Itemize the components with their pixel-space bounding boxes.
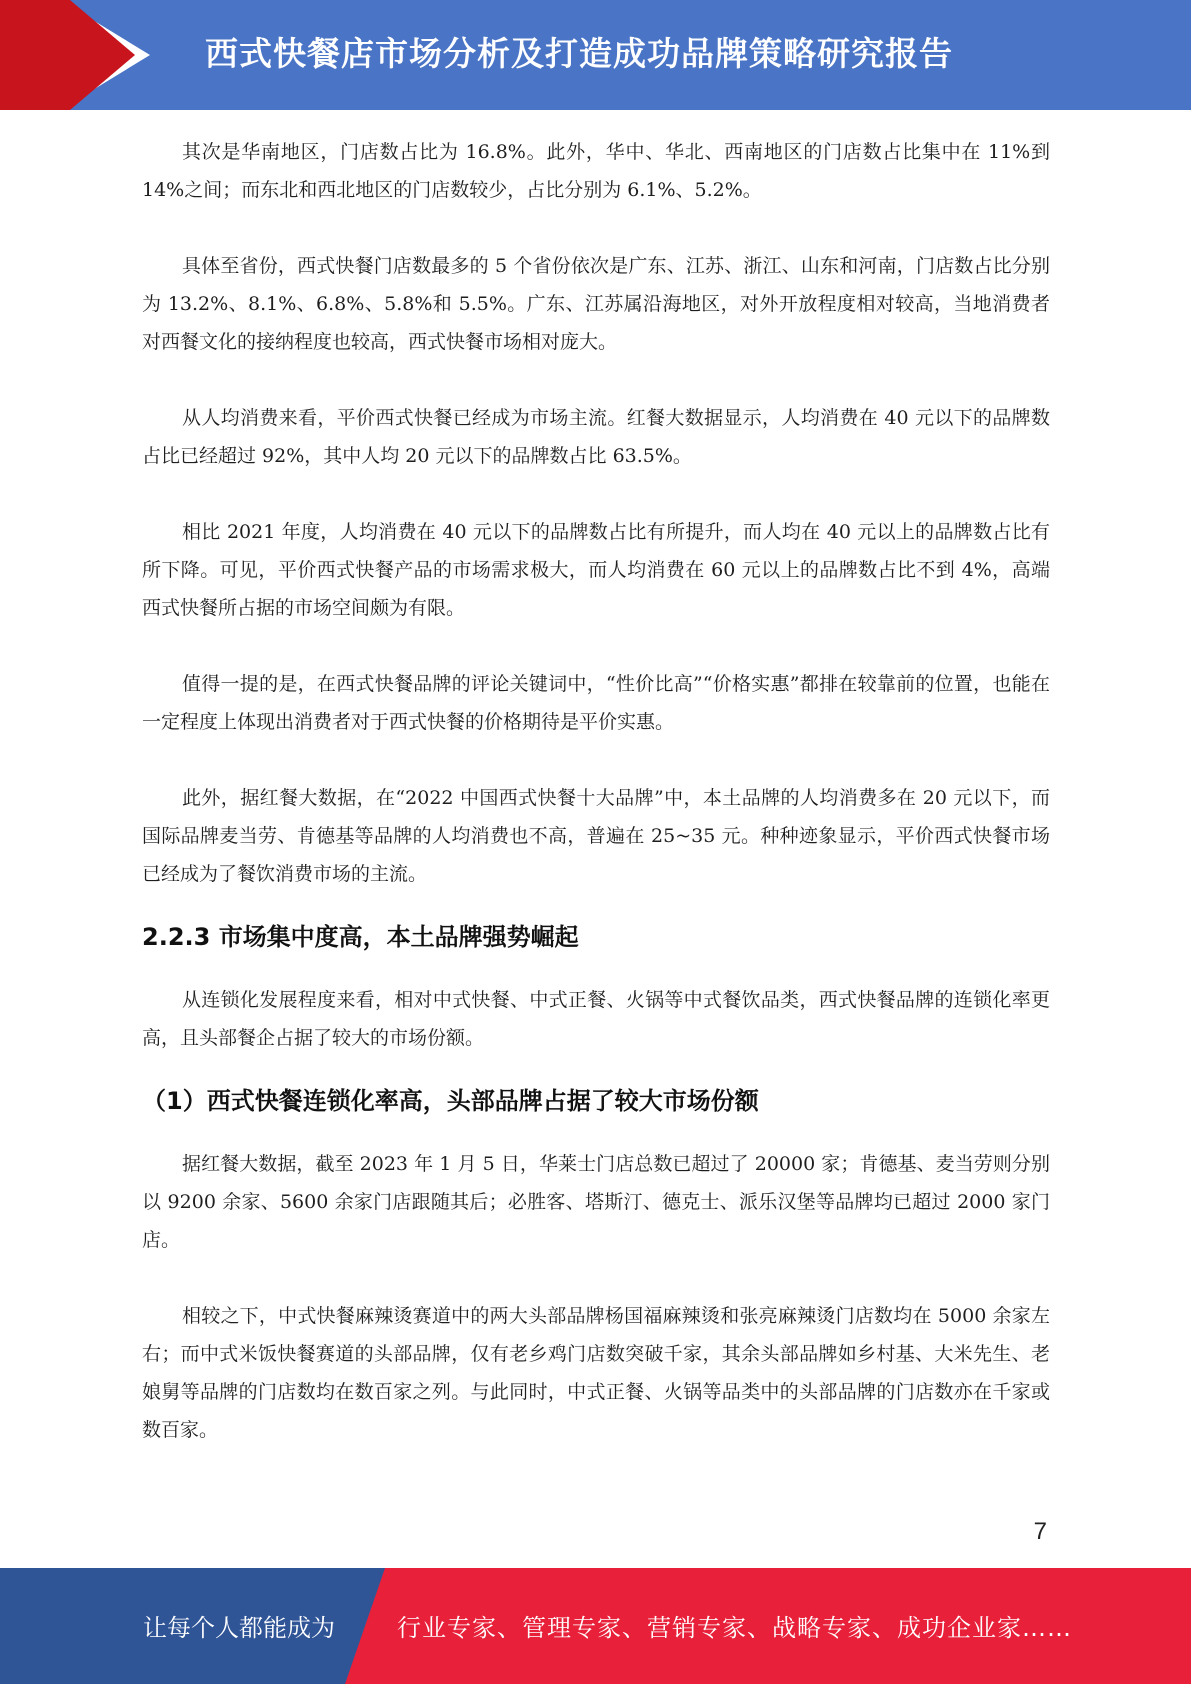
report-content	[142, 133, 1050, 1449]
paragraph: 值得一提的是，在西式快餐品牌的评论关键词中，“性价比高”“价格实惠”都排在较靠前的位置，也能在一定程度上体现出消费者对于西式快餐的价格期待是平价实惠。	[142, 673, 1050, 733]
paragraph: 其次是华南地区，门店数占比为 16.8%。此外，华中、华北、西南地区的门店数占比集中在 11%到 14%之间；而东北和西北地区的门店数较少，占比分别为 6.1%、5.2%。	[142, 141, 1050, 201]
report-title: 西式快餐店市场分析及打造成功品牌策略研究报告	[205, 34, 953, 73]
footer-banner	[0, 1568, 1191, 1684]
paragraph: 具体至省份，西式快餐门店数最多的 5 个省份依次是广东、江苏、浙江、山东和河南，门店数占比分别为 13.2%、8.1%、6.8%、5.8%和 5.5%。广东、江苏属沿海地区，对外开放程度相对较高，当地消费者对西餐文化的接纳程度也较高，西式快餐市场相对庞大。	[142, 255, 1050, 353]
subsection-heading: （1）西式快餐连锁化率高，头部品牌占据了较大市场份额	[142, 1087, 759, 1115]
header-banner	[0, 0, 1191, 110]
paragraph: 从人均消费来看，平价西式快餐已经成为市场主流。红餐大数据显示，人均消费在 40 元以下的品牌数占比已经超过 92%，其中人均 20 元以下的品牌数占比 63.5%。	[142, 407, 1050, 467]
paragraph: 相较之下，中式快餐麻辣烫赛道中的两大头部品牌杨国福麻辣烫和张亮麻辣烫门店数均在 5000 余家左右；而中式米饭快餐赛道的头部品牌，仅有老乡鸡门店数突破千家，其余头部品牌如乡村基、大米先生、老娘舅等品牌的门店数均在数百家之列。与此同时，中式正餐、火锅等品类中的头部品牌的门店数亦在千家或数百家。	[142, 1305, 1050, 1441]
footer-slogan-left: 让每个人都能成为	[143, 1614, 335, 1642]
footer-slogan-right: 行业专家、管理专家、营销专家、战略专家、成功企业家……	[397, 1614, 1072, 1642]
paragraph: 相比 2021 年度，人均消费在 40 元以下的品牌数占比有所提升，而人均在 40 元以上的品牌数占比有所下降。可见，平价西式快餐产品的市场需求极大，而人均消费在 60 元以上的品牌数占比不到 4%，高端西式快餐所占据的市场空间颇为有限。	[142, 521, 1050, 619]
chevron-decoration-icon	[0, 0, 150, 110]
section-heading: 2.2.3 市场集中度高，本土品牌强势崛起	[142, 923, 579, 951]
paragraph: 此外，据红餐大数据，在“2022 中国西式快餐十大品牌”中，本土品牌的人均消费多在 20 元以下，而国际品牌麦当劳、肯德基等品牌的人均消费也不高，普遍在 25~35 元。种种迹象显示，平价西式快餐市场已经成为了餐饮消费市场的主流。	[142, 787, 1050, 885]
paragraph: 从连锁化发展程度来看，相对中式快餐、中式正餐、火锅等中式餐饮品类，西式快餐品牌的连锁化率更高，且头部餐企占据了较大的市场份额。	[142, 989, 1050, 1049]
paragraph: 据红餐大数据，截至 2023 年 1 月 5 日，华莱士门店总数已超过了 20000 家；肯德基、麦当劳则分别以 9200 余家、5600 余家门店跟随其后；必胜客、塔斯汀、德克士、派乐汉堡等品牌均已超过 2000 家门店。	[142, 1153, 1050, 1251]
page-number: 7	[1033, 1518, 1047, 1545]
